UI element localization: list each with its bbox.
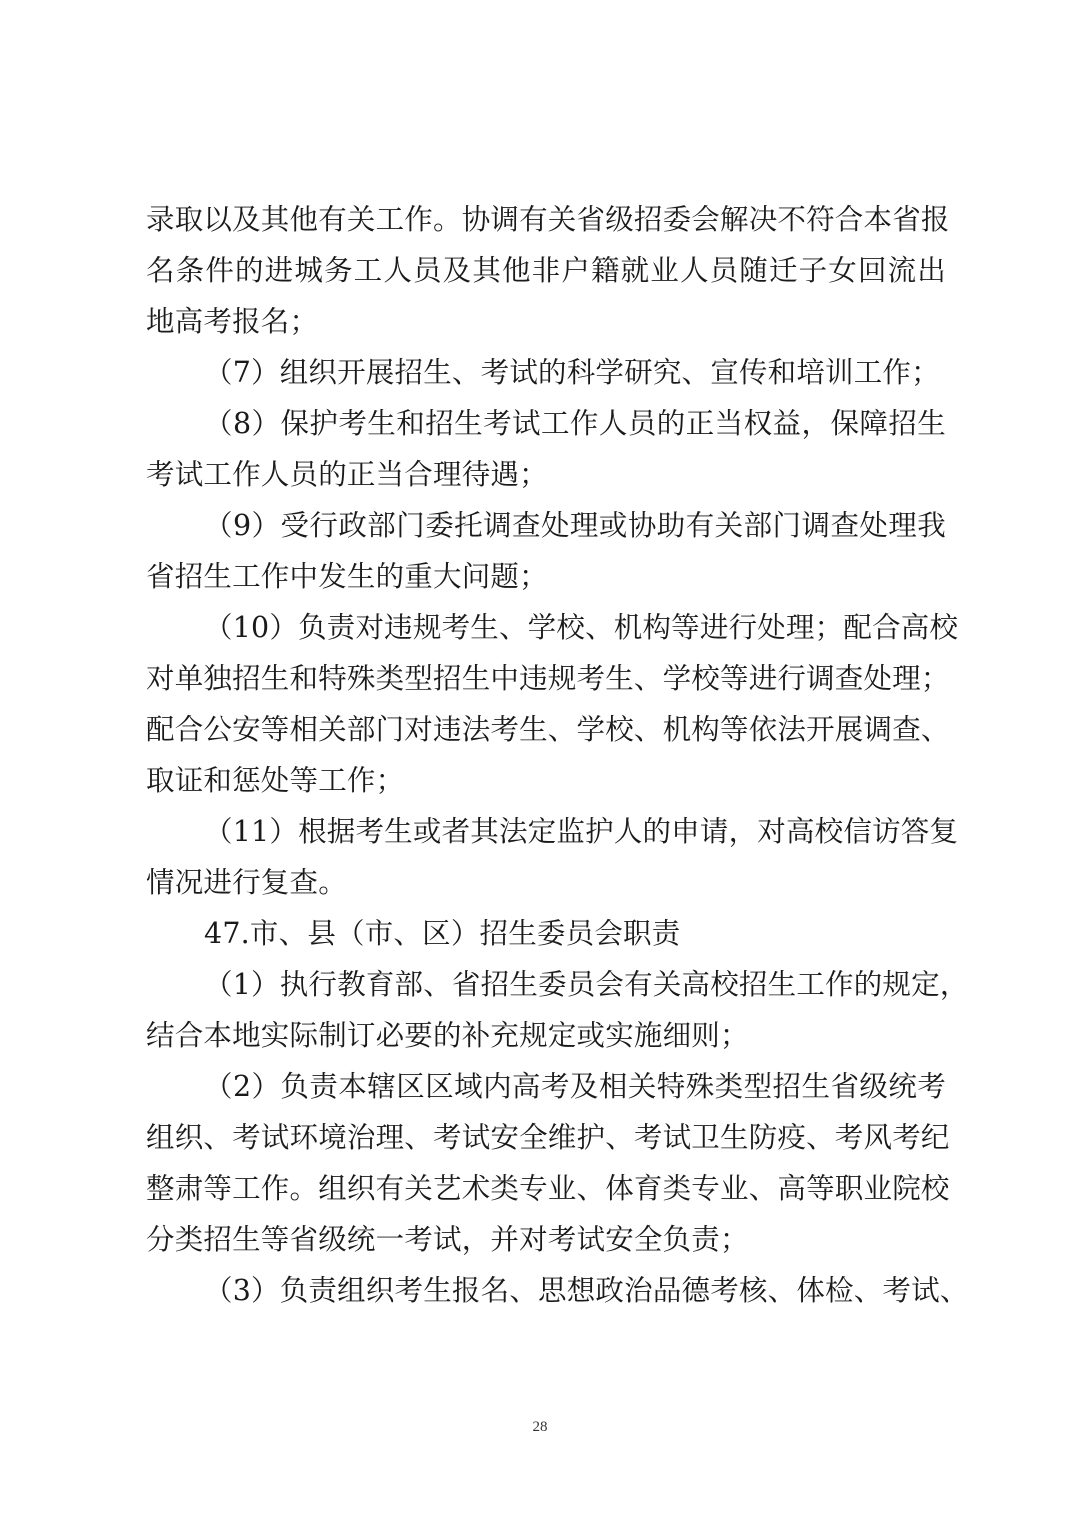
paragraph-line-3: 地高考报名； xyxy=(146,305,319,338)
duty-1-line-2: 结合本地实际制订必要的补充规定或实施细则； xyxy=(146,1019,749,1052)
duty-2-line-3: 整肃等工作。组织有关艺术类专业、体育类专业、高等职业院校 xyxy=(146,1172,950,1205)
item-8-line-2: 考试工作人员的正当合理待遇； xyxy=(146,458,548,491)
paragraph-line-1: 录取以及其他有关工作。协调有关省级招委会解决不符合本省报 xyxy=(146,203,950,236)
item-10-line-4: 取证和惩处等工作； xyxy=(146,764,405,797)
duty-3-line-1: （3）负责组织考生报名、思想政治品德考核、体检、考试、 xyxy=(204,1274,969,1307)
duty-1-line-1: （1）执行教育部、省招生委员会有关高校招生工作的规定， xyxy=(204,968,969,1001)
item-10-line-2: 对单独招生和特殊类型招生中违规考生、学校等进行调查处理； xyxy=(146,662,950,695)
page-number: 28 xyxy=(532,1419,548,1435)
duty-2-line-4: 分类招生等省级统一考试，并对考试安全负责； xyxy=(146,1223,749,1256)
item-11-line-1: （11）根据考生或者其法定监护人的申请，对高校信访答复 xyxy=(204,815,959,848)
paragraph-line-2: 名条件的进城务工人员及其他非户籍就业人员随迁子女回流出 xyxy=(146,254,946,287)
item-10-line-1: （10）负责对违规考生、学校、机构等进行处理；配合高校 xyxy=(204,611,959,644)
item-10-line-3: 配合公安等相关部门对违法考生、学校、机构等依法开展调查、 xyxy=(146,713,950,746)
duty-2-line-1: （2）负责本辖区区域内高考及相关特殊类型招生省级统考 xyxy=(204,1070,946,1103)
item-9-line-2: 省招生工作中发生的重大问题； xyxy=(146,560,548,593)
item-7-line: （7）组织开展招生、考试的科学研究、宣传和培训工作； xyxy=(204,356,940,389)
item-8-line-1: （8）保护考生和招生考试工作人员的正当权益，保障招生 xyxy=(204,407,946,440)
section-heading-47: 47.市、县（市、区）招生委员会职责 xyxy=(204,917,681,950)
item-9-line-1: （9）受行政部门委托调查处理或协助有关部门调查处理我 xyxy=(204,509,946,542)
duty-2-line-2: 组织、考试环境治理、考试安全维护、考试卫生防疫、考风考纪 xyxy=(146,1121,950,1154)
item-11-line-2: 情况进行复查。 xyxy=(146,866,347,899)
